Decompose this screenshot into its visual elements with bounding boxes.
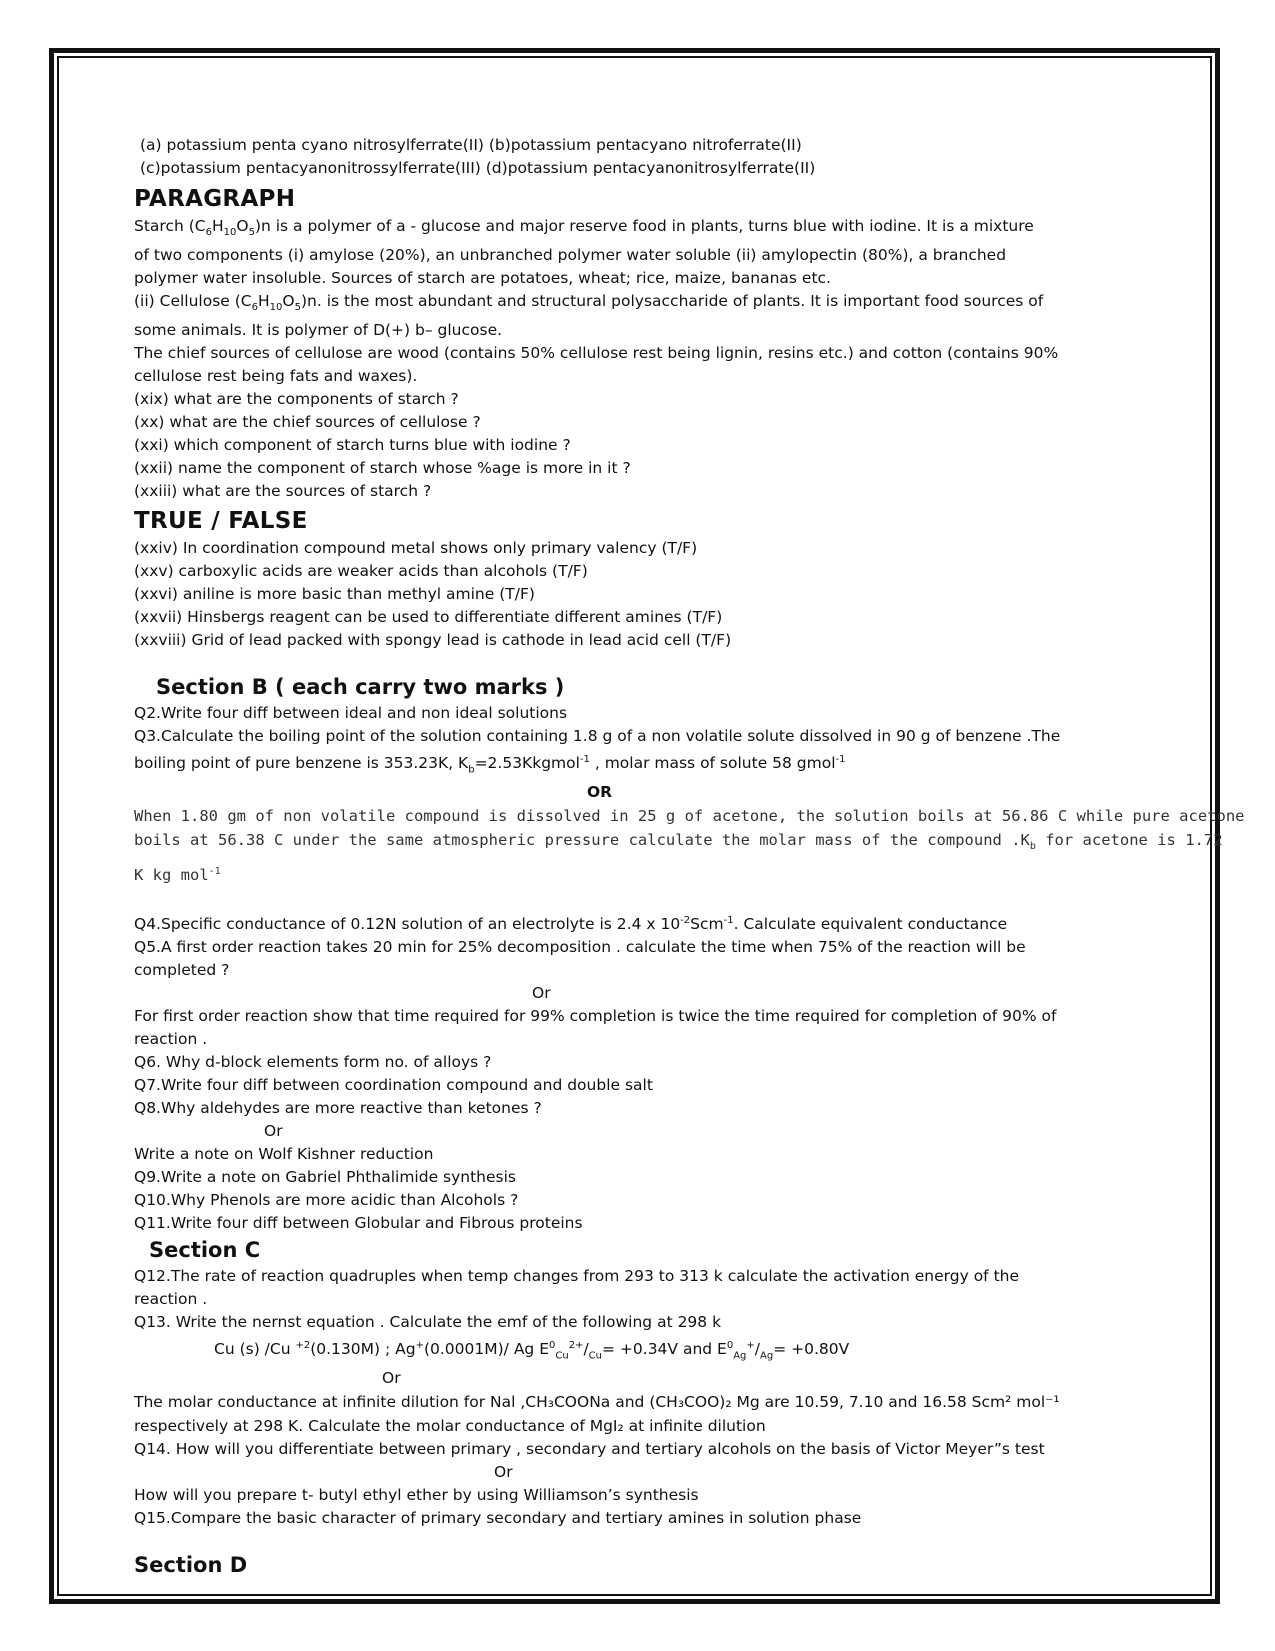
question-item: respectively at 298 K. Calculate the molar conductance of MgI₂ at infinite dilution	[134, 1417, 766, 1436]
options-line: (c)potassium pentacyanonitrossylferrate(III) (d)potassium pentacyanonitrosylferrate(II)	[140, 159, 816, 177]
truefalse-heading: TRUE / FALSE	[134, 508, 308, 535]
question-item: Q6. Why d-block elements form no. of alloys ?	[134, 1052, 492, 1071]
passage-line: (ii) Cellulose $(C_6H_{10}O_5)n$. is the most abundant and structural polysaccharide of plants. It is important food sources of	[134, 292, 1044, 314]
truefalse-list	[134, 537, 1134, 652]
truefalse-item: (xxvii) Hinsbergs reagent can be used to differentiate different amines (T/F)	[134, 608, 723, 627]
truefalse-item: (xxiv) In coordination compound metal shows only primary valency (T/F)	[134, 539, 698, 558]
passage-line: some animals. It is polymer of D(+) b– glucose.	[134, 321, 503, 340]
question-item: The molar conductance at infinite dilution for Nal ,CH₃COONa and (CH₃COO)₂ Mg are 10.59, 7.10 and 16.58 Scm² mol⁻¹	[134, 1393, 1060, 1412]
passage-line: The chief sources of cellulose are wood (contains 50% cellulose rest being lignin, resins etc.) and cotton (contains 90%	[134, 344, 1059, 363]
passage-line: of two components (i) amylose (20%), an unbranched polymer water soluble (ii) amylopectin (80%), a branched	[134, 246, 1007, 265]
question-item: Q12.The rate of reaction quadruples when temp changes from 293 to 313 k calculate the activation energy of the	[134, 1266, 1020, 1285]
question-item: Q14. How will you differentiate between primary , secondary and tertiary alcohols on the basis of Victor Meyer”s test	[134, 1440, 1045, 1459]
section-b-questions	[134, 702, 1245, 1235]
alternate-question: K kg mol$^{-1}$	[134, 865, 221, 884]
question-item: (xxii) name the component of starch whose %age is more in it ?	[134, 459, 631, 478]
paragraph-heading: PARAGRAPH	[134, 186, 296, 212]
paragraph-passage	[134, 215, 1134, 503]
or-separator: Or	[264, 1121, 283, 1140]
question-item: Q11.Write four diff between Globular and Fibrous proteins	[134, 1213, 583, 1232]
question-item: Q10.Why Phenols are more acidic than Alcohols ?	[134, 1190, 519, 1209]
section-c-heading: Section C	[149, 1237, 261, 1262]
passage-line: polymer water insoluble. Sources of starch are potatoes, wheat; rice, maize, bananas etc.	[134, 269, 831, 288]
section-c-questions	[134, 1265, 1134, 1530]
question-item: Q4.Specific conductance of 0.12N solution of an electrolyte is 2.4 x $10^{-2}Scm^{-1}$. Calculate equivalent conductance	[134, 914, 1008, 933]
question-item: Write a note on Wolf Kishner reduction	[134, 1144, 434, 1163]
question-item: Q13. Write the nernst equation . Calculate the emf of the following at 298 k	[134, 1312, 722, 1331]
passage-line: Starch $(C_6H_{10}O_5)n$ is a polymer of a - glucose and major reserve food in plants, turns blue with iodine. It is a mixture	[134, 217, 1034, 239]
truefalse-item: (xxv) carboxylic acids are weaker acids than alcohols (T/F)	[134, 562, 588, 581]
question-item: reaction .	[134, 1289, 208, 1308]
or-separator: Or	[382, 1369, 401, 1388]
question-item: completed ?	[134, 960, 230, 979]
passage-line: cellulose rest being fats and waxes).	[134, 367, 418, 386]
section-d-heading: Section D	[134, 1553, 248, 1578]
or-separator: Or	[532, 983, 551, 1002]
or-separator: Or	[494, 1463, 513, 1482]
or-separator: OR	[587, 783, 613, 802]
truefalse-item: (xxviii) Grid of lead packed with spongy lead is cathode in lead acid cell (T/F)	[134, 631, 732, 650]
alternate-question: When 1.80 gm of non volatile compound is dissolved in 25 g of acetone, the solution boils at 56.86 C while pure acetone	[134, 807, 1245, 826]
question-item: (xxi) which component of starch turns blue with iodine ?	[134, 436, 571, 455]
question-item: Q15.Compare the basic character of primary secondary and tertiary amines in solution phase	[134, 1509, 862, 1528]
options-line: (a) potassium penta cyano nitrosylferrate(II) (b)potassium pentacyano nitroferrate(II)	[140, 136, 802, 154]
question-item: Q2.Write four diff between ideal and non ideal solutions	[134, 704, 568, 723]
question-item: Q5.A first order reaction takes 20 min for 25% decomposition . calculate the time when 75% of the reaction will be	[134, 937, 1026, 956]
truefalse-item: (xxvi) aniline is more basic than methyl amine (T/F)	[134, 585, 535, 604]
question-item: How will you prepare t- butyl ethyl ether by using Williamson’s synthesis	[134, 1486, 699, 1505]
alternate-question: boils at 56.38 C under the same atmospheric pressure calculate the molar mass of the compound $.K_b$ for acetone is 1.72	[134, 831, 1223, 853]
question-item: (xx) what are the chief sources of cellulose ?	[134, 413, 481, 432]
question-item: Q9.Write a note on Gabriel Phthalimide synthesis	[134, 1167, 516, 1186]
cell-notation: Cu (s) /Cu $^{+2}$(0.130M) ; Ag+(0.0001M)/ Ag $E^0_{Cu}^{2+}/_{Cu}= +0.34V$ and $E^0_{Ag}^+/_{Ag}= +0.80V$	[214, 1339, 850, 1362]
question-item: boiling point of pure benzene is 353.23K, $K_b=2.53Kkgmol^{-1}$ , molar mass of solute 58 gmol$^{-1}$	[134, 754, 846, 776]
question-item: reaction .	[134, 1029, 208, 1048]
document-body	[134, 134, 1245, 1580]
question-item: Q7.Write four diff between coordination compound and double salt	[134, 1075, 653, 1094]
section-b-heading: Section B ( each carry two marks )	[156, 675, 565, 700]
question-item: For first order reaction show that time required for 99% completion is twice the time required for completion of 90% of	[134, 1006, 1057, 1025]
question-item: (xix) what are the components of starch ?	[134, 390, 459, 409]
question-item: Q8.Why aldehydes are more reactive than ketones ?	[134, 1098, 542, 1117]
answer-options	[134, 134, 1134, 180]
question-item: (xxiii) what are the sources of starch ?	[134, 482, 432, 501]
question-item: Q3.Calculate the boiling point of the solution containing 1.8 g of a non volatile solute dissolved in 90 g of benzene .The	[134, 727, 1061, 746]
